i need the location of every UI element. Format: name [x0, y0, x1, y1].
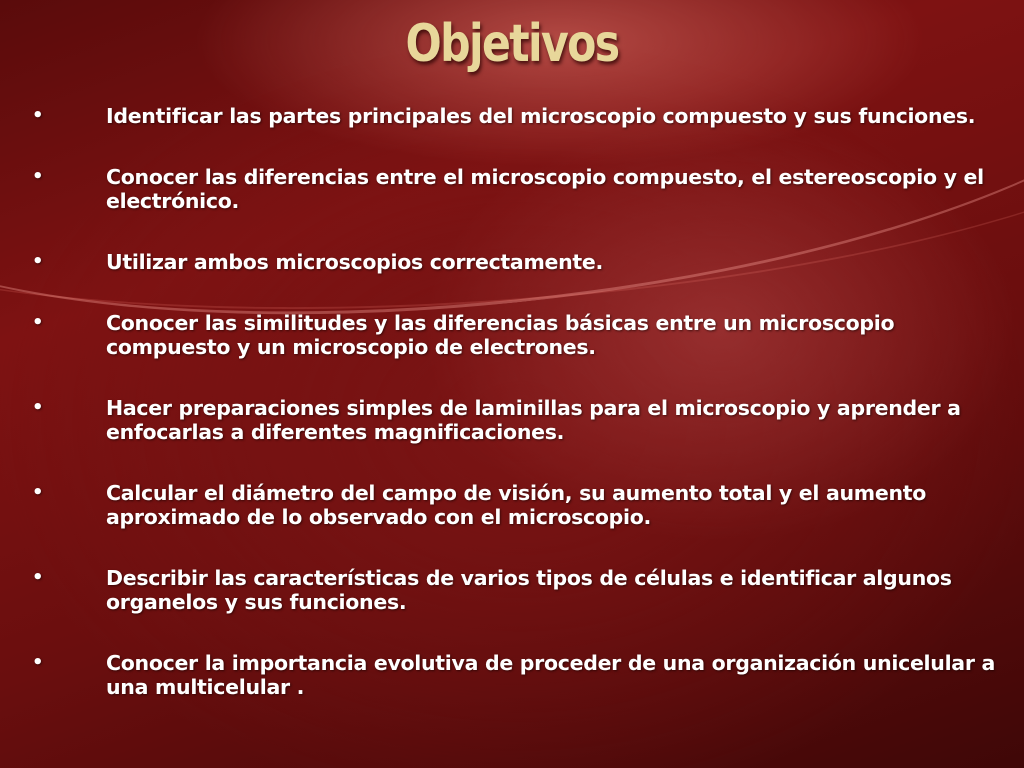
list-item-text: Conocer las similitudes y las diferencias básicas entre un microscopio compuesto y un microscopio de electrones. [106, 311, 895, 359]
bullet-icon: • [32, 312, 44, 333]
list-item-text: Conocer la importancia evolutiva de proceder de una organización unicelular a una multicelular . [106, 651, 996, 699]
objectives-list [30, 104, 1005, 699]
bullet-icon: • [32, 251, 44, 272]
slide-title: Objetivos [405, 14, 619, 74]
list-item [30, 651, 1005, 699]
list-item-text: Conocer las diferencias entre el microscopio compuesto, el estereoscopio y el electrónico. [106, 165, 984, 213]
list-item-text: Describir las características de varios tipos de células e identificar algunos organelos y sus funciones. [106, 566, 952, 614]
list-item-text: Utilizar ambos microscopios correctamente. [106, 250, 604, 274]
list-item-text: Identificar las partes principales del microscopio compuesto y sus funciones. [106, 104, 976, 128]
bullet-icon: • [32, 166, 44, 187]
bullet-icon: • [32, 652, 44, 673]
list-item [30, 311, 1005, 359]
bullet-icon: • [32, 105, 44, 126]
list-item-text: Calcular el diámetro del campo de visión, su aumento total y el aumento aproximado de lo observado con el microscopio. [106, 481, 927, 529]
list-item [30, 165, 1005, 213]
bullet-icon: • [32, 567, 44, 588]
list-item [30, 250, 1005, 274]
list-item [30, 396, 1005, 444]
list-item-text: Hacer preparaciones simples de laminillas para el microscopio y aprender a enfocarlas a diferentes magnificaciones. [106, 396, 961, 444]
bullet-icon: • [32, 482, 44, 503]
list-item [30, 104, 1005, 128]
list-item [30, 481, 1005, 529]
list-item [30, 566, 1005, 614]
bullet-icon: • [32, 397, 44, 418]
